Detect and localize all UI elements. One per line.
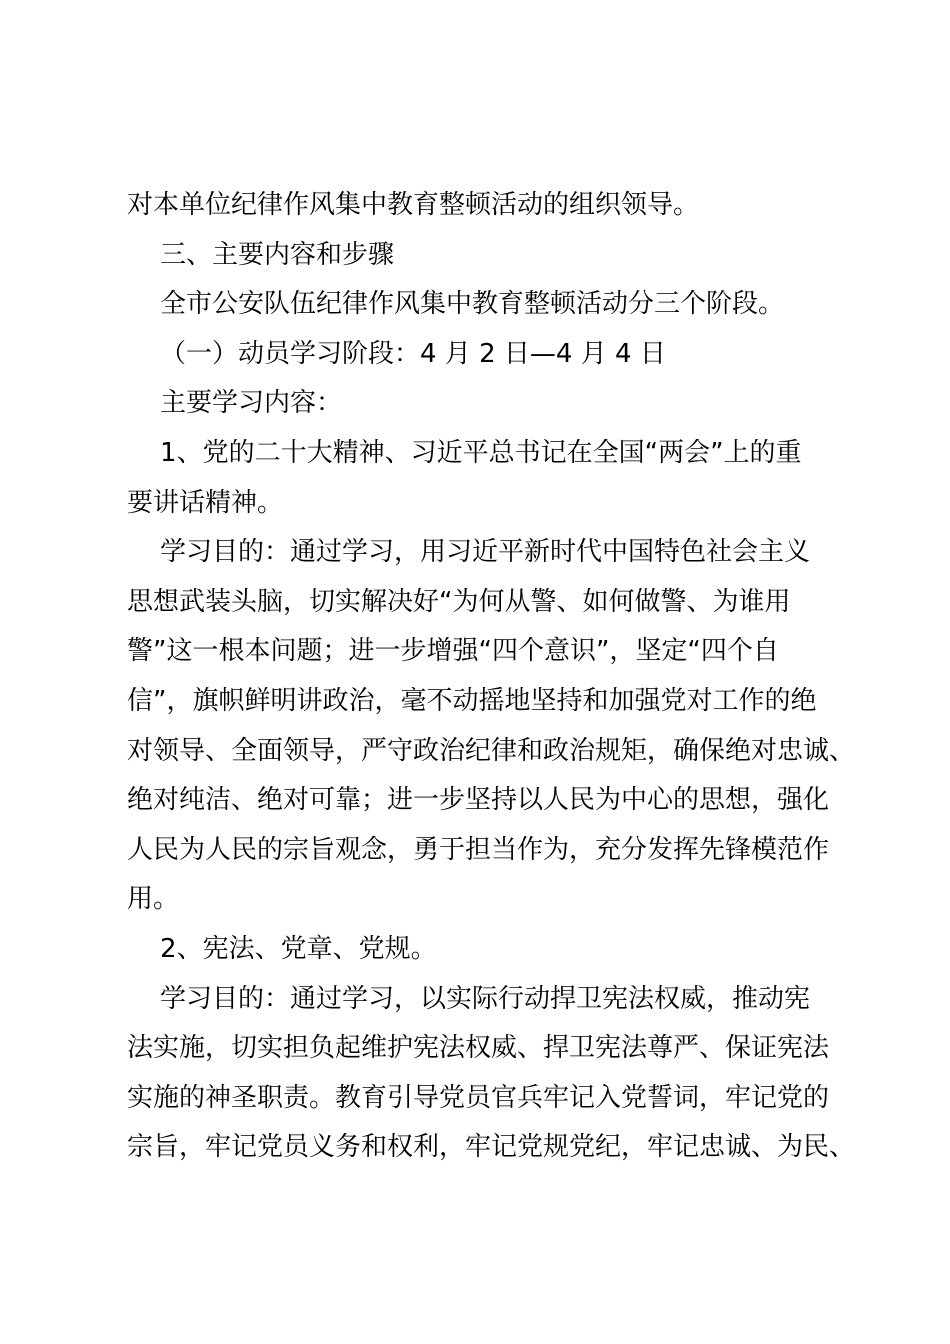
section-heading: 三、主要内容和步骤	[127, 239, 395, 270]
stage-heading: （一）动员学习阶段：4 月 2 日—4 月 4 日	[127, 338, 666, 369]
text-line: 宗旨，牢记党员义务和权利，牢记党规党纪，牢记忠诚、为民、	[127, 1132, 856, 1163]
text-line: 实施的神圣职责。教育引导党员官兵牢记入党誓词，牢记党的	[127, 1082, 830, 1113]
text-line: 信”，旗帜鲜明讲政治，毫不动摇地坚持和加强党对工作的绝	[127, 685, 817, 716]
text-line: 主要学习内容：	[127, 388, 343, 419]
text-line: 学习目的：通过学习，用习近平新时代中国特色社会主义	[127, 537, 811, 568]
text-line: 绝对纯洁、绝对可靠；进一步坚持以人民为中心的思想，强化	[127, 785, 830, 816]
text-line: 学习目的：通过学习，以实际行动捍卫宪法权威，推动宪	[127, 983, 811, 1014]
text-line: 人民为人民的宗旨观念，勇于担当作为，充分发挥先锋模范作	[127, 834, 830, 865]
text-line: 2、宪法、党章、党规。	[127, 933, 437, 964]
text-line: 法实施，切实担负起维护宪法权威、捍卫宪法尊严、保证宪法	[127, 1033, 830, 1064]
text-line: 全市公安队伍纪律作风集中教育整顿活动分三个阶段。	[127, 289, 785, 320]
text-line: 用。	[127, 884, 180, 915]
document-body	[127, 181, 856, 1173]
text-line: 要讲话精神。	[127, 487, 284, 518]
text-line: 对领导、全面领导，严守政治纪律和政治规矩，确保绝对忠诚、	[127, 735, 856, 766]
text-line: 1、党的二十大精神、习近平总书记在全国“两会”上的重	[127, 437, 802, 468]
text-line: 思想武装头脑，切实解决好“为何从警、如何做警、为谁用	[127, 586, 791, 617]
text-line: 警”这一根本问题；进一步增强“四个意识”，坚定“四个自	[127, 636, 779, 667]
text-line: 对本单位纪律作风集中教育整顿活动的组织领导。	[127, 190, 700, 220]
